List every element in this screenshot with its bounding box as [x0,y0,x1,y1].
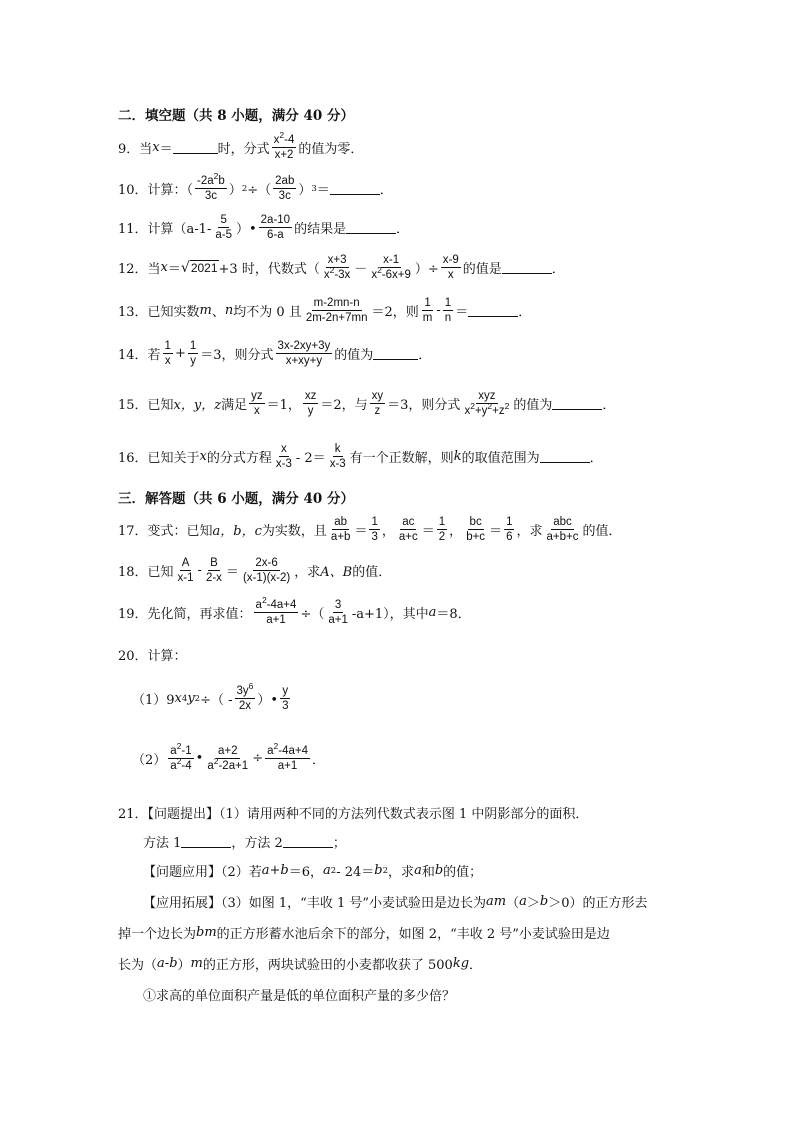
fraction: $\frac{a^2-1}{a^2-4}$ [170,741,192,773]
fraction: $\frac{bc}{b+c}$ [466,516,486,544]
answer-blank [346,221,396,234]
answer-blank [373,347,418,360]
fraction: $\frac{B}{2-x}$ [205,557,222,585]
question-21-line-5: 掉一个边长为 bm 的正方形蓄水池后余下的部分，如图 2，“丰收 2 号”小麦试验田是边 [118,925,610,942]
fraction: $\frac{x+3}{x^2-3x}$ [323,254,351,282]
fraction: $\frac{a^2-4a+4}{a+1}$ [255,595,297,627]
question-10: 10．计算：（ $\frac{-2a^2b}{3c}$ ） 2 ÷（ $\frac{2ab}{3c}$ ） 3 ＝ ． [118,171,393,203]
question-18: 18．已知 $\frac{A}{x-1}$ - $\frac{B}{2-x}$ ＝ $\frac{2x-6}{(x-1)(x-2)}$ ，求 A、B 的值． [118,557,392,585]
fraction: $\frac{3}{a+1}$ [328,599,348,627]
answer-blank [173,141,218,154]
question-11: 11．计算（a-1- $\frac{5}{a-5}$ ）• $\frac{2a-10}{6-a}$ 的结果是 ． [118,214,410,242]
answer-blank [330,182,380,195]
question-16: 16．已知关于 x 的分式方程 $\frac{x}{x-3}$ - 2＝ $\frac{k}{x-3}$ 有一个正数解，则 k 的取值范围为 ． [118,443,603,471]
question-13: 13．已知实数 m 、 n 均不为 0 且 $\frac{m-2mn-n}{2m-2n+7mn}$ ＝2，则 $\frac{1}{m}$ - $\frac{1}{n}$ ＝ ． [118,297,532,325]
fraction: $\frac{\text{abc}}{a+b+c}$ [546,516,579,544]
fraction: $\frac{xz}{y}$ [304,390,317,418]
question-20-part-2: （2） $\frac{a^2-1}{a^2-4}$ • $\frac{a+2}{a^2-2a+1}$ ÷ $\frac{a^2-4a+4}{a+1}$ ． [132,741,325,773]
fraction: $\frac{A}{x-1}$ [177,557,194,585]
sqrt-sign: √ [180,259,190,276]
answer-blank [181,835,231,848]
fraction: $\frac{1}{y}$ [189,340,197,368]
question-9: 9．当 x ＝ 时，分式 $\frac{x^2-4}{x+2}$ 的值为零． [118,130,364,162]
section-fill-title: 二．填空题（共 8 小题，满分 40 分） [118,108,354,124]
fraction: $\frac{3x-2xy+3y}{x+xy+y}$ [277,340,331,368]
fraction: $\frac{a^2-4a+4}{a+1}$ [267,741,308,773]
fraction: $\frac{y}{3}$ [282,685,289,713]
answer-blank [552,397,602,410]
fraction: $\frac{2a-10}{6-a}$ [260,214,291,242]
fraction: $\frac{xy}{z}$ [371,390,384,418]
fraction: $\frac{x^2-4}{x+2}$ [273,130,295,162]
fraction: $\frac{\text{xyz}}{x^2+y^2+z^2}$ [464,390,510,418]
question-19: 19．先化简，再求值： $\frac{a^2-4a+4}{a+1}$ ÷（ $\frac{3}{a+1}$ -a+1），其中 a ＝8． [118,595,471,627]
answer-blank [283,835,333,848]
fraction: $\frac{2ab}{3c}$ [275,175,295,203]
fraction: $\frac{m-2mn-n}{2m-2n+7mn}$ [305,297,368,325]
fraction: $\frac{k}{x-3}$ [329,443,346,471]
fraction: $\frac{1}{2}$ [438,516,446,544]
fraction: $\frac{yz}{x}$ [251,390,263,418]
fraction: $\frac{x-1}{x^2-6x+9}$ [371,254,411,282]
fraction: $\frac{1}{x}$ [164,340,171,368]
fraction: $\frac{a+2}{a^2-2a+1}$ [207,745,249,773]
fraction: $\frac{3y^6}{2x}$ [236,681,254,713]
question-14: 14．若 $\frac{1}{x}$ + $\frac{1}{y}$ ＝3，则分式 $\frac{3x-2xy+3y}{x+xy+y}$ 的值为 ． [118,340,432,368]
fraction: $\frac{5}{a-5}$ [215,214,232,242]
question-17: 17．变式：已知 a，b，c 为实数，且 $\frac{ab}{a+b}$ ＝ $\frac{1}{3}$ ， $\frac{ac}{a+c}$ ＝ $\frac{1}{2}$ ， $\frac{bc}{b+c}$ ＝ $\frac{1}{6}$ ，求 $\frac{\text{abc}}{a+b+c}$ 的值． [118,516,622,544]
fraction: $\frac{1}{n}$ [444,297,452,325]
fraction: $\frac{x}{x-3}$ [275,443,292,471]
fraction: $\frac{1}{3}$ [371,516,378,544]
question-21-line-2: 方法 1 ，方法 2 ； [143,836,346,851]
answer-blank [540,450,590,463]
fraction: $\frac{ac}{a+c}$ [398,516,418,544]
fraction: $\frac{1}{6}$ [506,516,513,544]
fraction: $\frac{2x-6}{(x-1)(x-2)}$ [242,557,291,585]
question-15: 15．已知 x，y，z 满足 $\frac{yz}{x}$ ＝1， $\frac{xz}{y}$ ＝2，与 $\frac{xy}{z}$ ＝3，则分式 $\frac{\text{xyz}}{x^2+y^2+z^2}$ 的值为 ． [118,390,616,418]
fraction: $\frac{ab}{a+b}$ [330,516,351,544]
question-21-line-1: 21．【问题提出】（1）请用两种不同的方法列代数式表示图 1 中阴影部分的面积． [118,807,589,822]
section-solve-title: 三．解答题（共 6 小题，满分 40 分） [118,491,354,507]
question-21-line-3: 【问题应用】（2）若 a+b ＝6， a 2 - 24＝ b 2 ，求 a 和 b 的值； [143,863,483,880]
question-12: 12．当 x ＝ √ 2021 +3 时，代数式（ $\frac{x+3}{x^2-3x}$ － $\frac{x-1}{x^2-6x+9}$ ）÷ $\frac{x-9}{x}$ 的值是 ． [118,254,565,282]
fraction: $\frac{1}{m}$ [422,297,433,325]
question-20-title: 20．计算： [118,649,187,664]
fraction: $\frac{x-9}{x}$ [442,254,459,282]
answer-blank [468,304,518,317]
answer-blank [502,261,552,274]
question-21-line-6: 长为（ a - b ） m 的正方形，两块试验田的小麦都收获了 500 kg ． [118,956,483,973]
fraction: $\frac{-2a^2b}{3c}$ [197,171,225,203]
question-20-part-1: （1）9 x 4 y 2 ÷（ - $\frac{3y^6}{2x}$ ）• $\frac{y}{3}$ [132,681,289,713]
question-21-line-4: 【应用拓展】（3）如图 1，“丰收 1 号”小麦试验田是边长为 am （ a ＞ b ＞0）的正方形去 [143,894,648,911]
question-21-line-7: ①求高的单位面积产量是低的单位面积产量的多少倍？ [143,989,456,1004]
